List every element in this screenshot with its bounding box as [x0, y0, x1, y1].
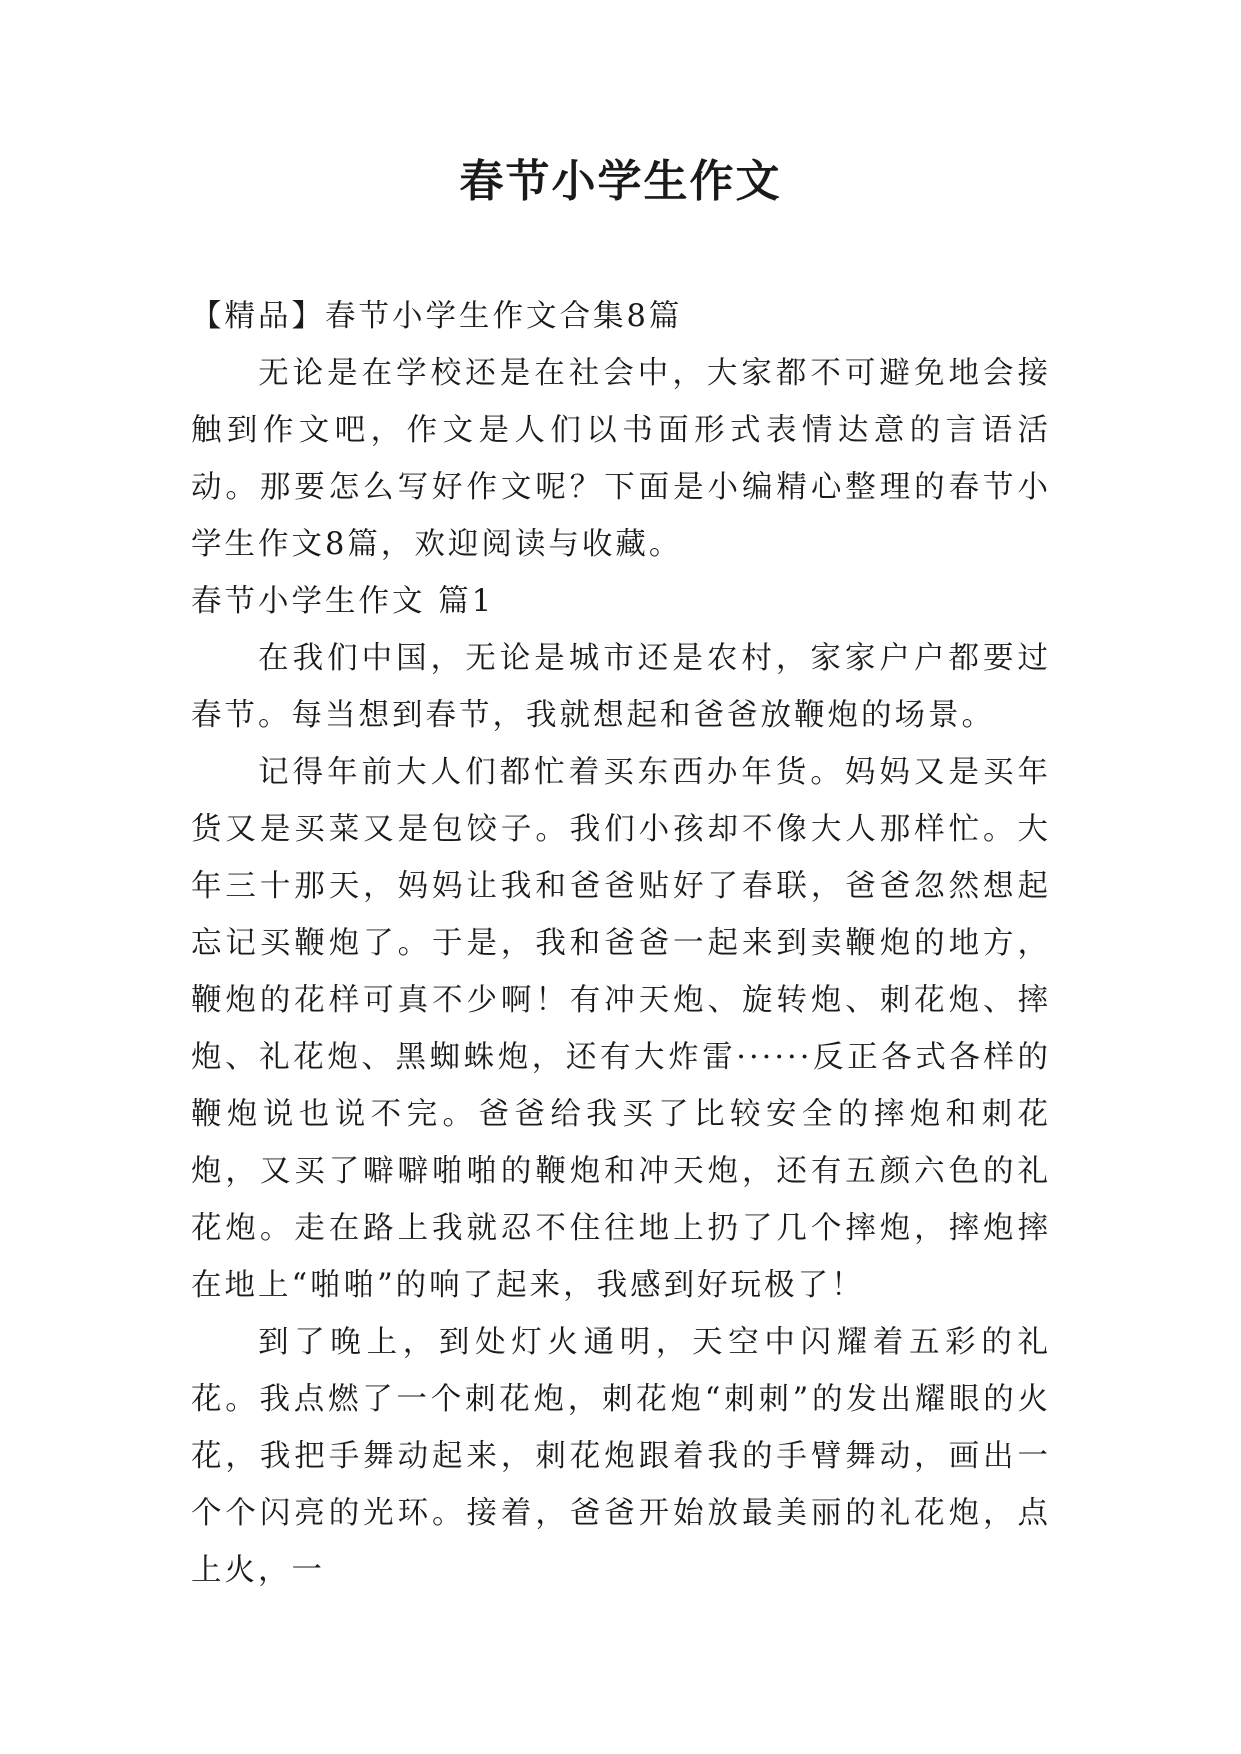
document-body [191, 288, 1051, 1599]
essay-1-heading: 春节小学生作文 篇1 [191, 584, 495, 619]
collection-heading: 【精品】春节小学生作文合集8篇 [191, 299, 683, 334]
document-title: 春节小学生作文 [459, 156, 782, 207]
essay-paragraph: 在我们中国，无论是城市还是农村，家家户户都要过春节。每当想到春节，我就想起和爸爸放鞭炮的场景。 [191, 641, 1051, 733]
intro-paragraph: 无论是在学校还是在社会中，大家都不可避免地会接触到作文吧，作文是人们以书面形式表情达意的言语活动。那要怎么写好作文呢？下面是小编精心整理的春节小学生作文8篇，欢迎阅读与收藏。 [191, 356, 1051, 562]
essay-paragraph: 到了晚上，到处灯火通明，天空中闪耀着五彩的礼花。我点燃了一个刺花炮，刺花炮“刺刺”的发出耀眼的火花，我把手舞动起来，刺花炮跟着我的手臂舞动，画出一个个闪亮的光环。接着，爸爸开始放最美丽的礼花炮，点上火，一 [191, 1325, 1051, 1588]
essay-paragraph: 记得年前大人们都忙着买东西办年货。妈妈又是买年货又是买菜又是包饺子。我们小孩却不像大人那样忙。大年三十那天，妈妈让我和爸爸贴好了春联，爸爸忽然想起忘记买鞭炮了。于是，我和爸爸一起来到卖鞭炮的地方，鞭炮的花样可真不少啊！有冲天炮、旋转炮、刺花炮、摔炮、礼花炮、黑蜘蛛炮，还有大炸雷······反正各式各样的鞭炮说也说不完。爸爸给我买了比较安全的摔炮和刺花炮，又买了噼噼啪啪的鞭炮和冲天炮，还有五颜六色的礼花炮。走在路上我就忍不住往地上扔了几个摔炮，摔炮摔在地上“啪啪”的响了起来，我感到好玩极了！ [191, 755, 1051, 1303]
